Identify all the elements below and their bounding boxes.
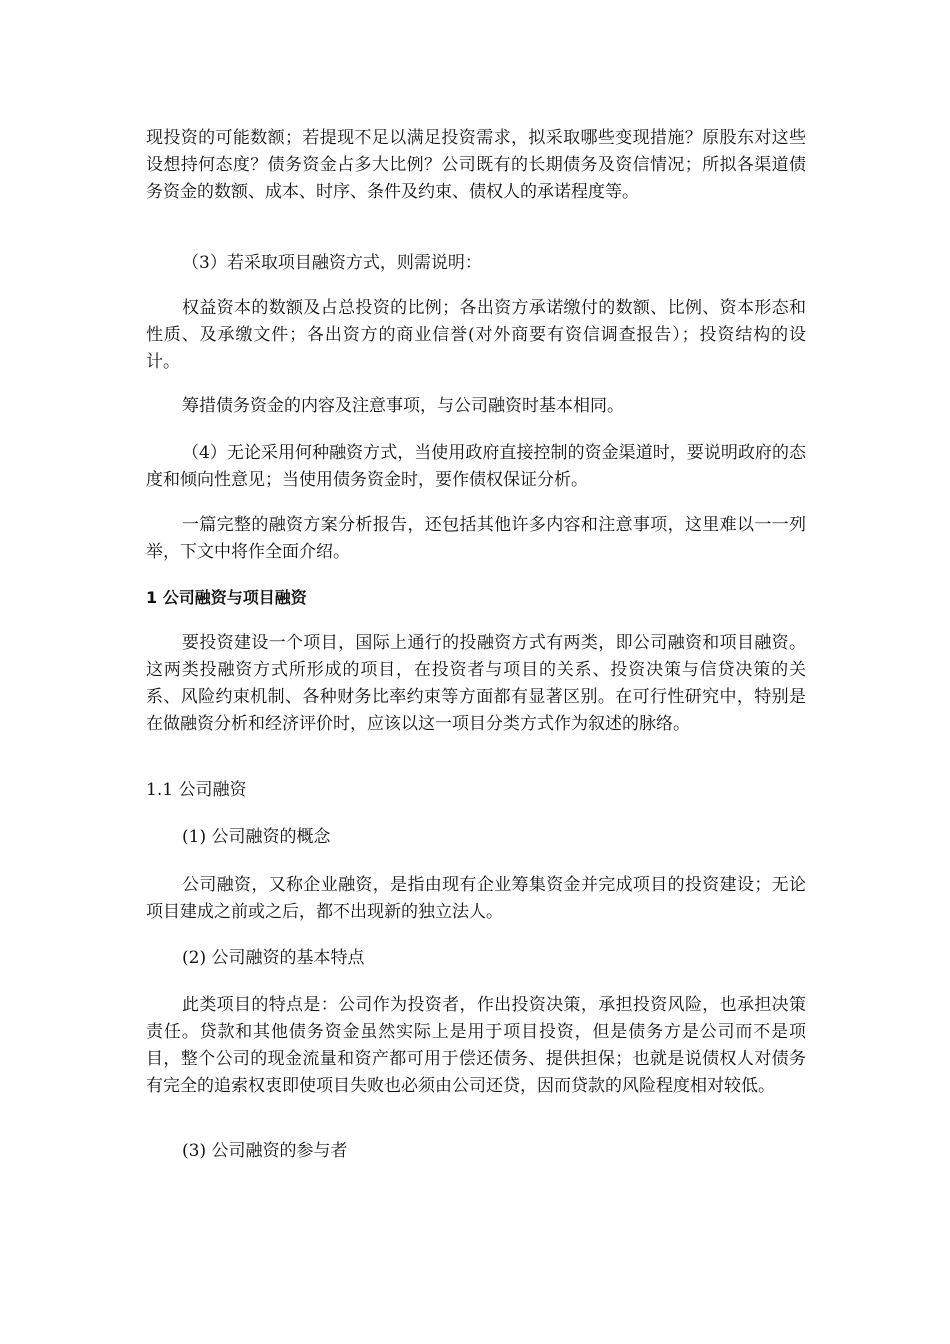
subheading-characteristics: (2) 公司融资的基本特点 [182,948,365,968]
paragraph-item-3: （3）若采取项目融资方式，则需说明： [182,253,482,273]
paragraph-debt-funding: 筹措债务资金的内容及注意事项，与公司融资时基本相同。 [182,396,624,416]
paragraph-characteristics: 此类项目的特点是：公司作为投资者，作出投资决策，承担投资风险，也承担决策责任。贷款和其他债务资金虽然实际上是用于项目投资，但是债务方是公司而不是项目，整个公司的现金流量和资产都可用于偿还债务、提供担保；也就是说债权人对债务有完全的追索权衷即使项目失败也必须由公司还贷，因而贷款的风险程度相对较低。 [146,995,806,1096]
paragraph-item-4: （4）无论采用何种融资方式，当使用政府直接控制的资金渠道时，要说明政府的态度和倾向性意见；当使用债务资金时，要作债权保证分析。 [146,443,806,490]
paragraph-continuation: 现投资的可能数额；若提现不足以满足投资需求，拟采取哪些变现措施？原股东对这些设想持何态度？债务资金占多大比例？公司既有的长期债务及资信情况；所拟各渠道债务资金的数额、成本、时序、条件及约束、债权人的承诺程度等。 [146,128,806,202]
subheading-participants: (3) 公司融资的参与者 [182,1141,348,1161]
paragraph-concept: 公司融资，又称企业融资，是指由现有企业筹集资金并完成项目的投资建设；无论项目建成之前或之后，都不出现新的独立法人。 [146,875,806,922]
paragraph-equity-capital: 权益资本的数额及占总投资的比例；各出资方承诺缴付的数额、比例、资本形态和性质、及承缴文件；各出资方的商业信誉(对外商要有资信调查报告）；投资结构的设计。 [146,298,806,372]
section-heading-1: 1 公司融资与项目融资 [146,588,307,607]
paragraph-complete-report: 一篇完整的融资方案分析报告，还包括其他许多内容和注意事项，这里难以一一列举，下文中将作全面介绍。 [146,515,806,562]
subheading-concept: (1) 公司融资的概念 [182,827,331,847]
paragraph-financing-types: 要投资建设一个项目，国际上通行的投融资方式有两类，即公司融资和项目融资。这两类投融资方式所形成的项目，在投资者与项目的关系、投资决策与信贷决策的关系、风险约束机制、各种财务比率约束等方面都有显著区别。在可行性研究中，特别是在做融资分析和经济评价时，应该以这一项目分类方式作为叙述的脉络。 [146,633,806,734]
section-heading-1-1: 1.1 公司融资 [146,780,247,800]
